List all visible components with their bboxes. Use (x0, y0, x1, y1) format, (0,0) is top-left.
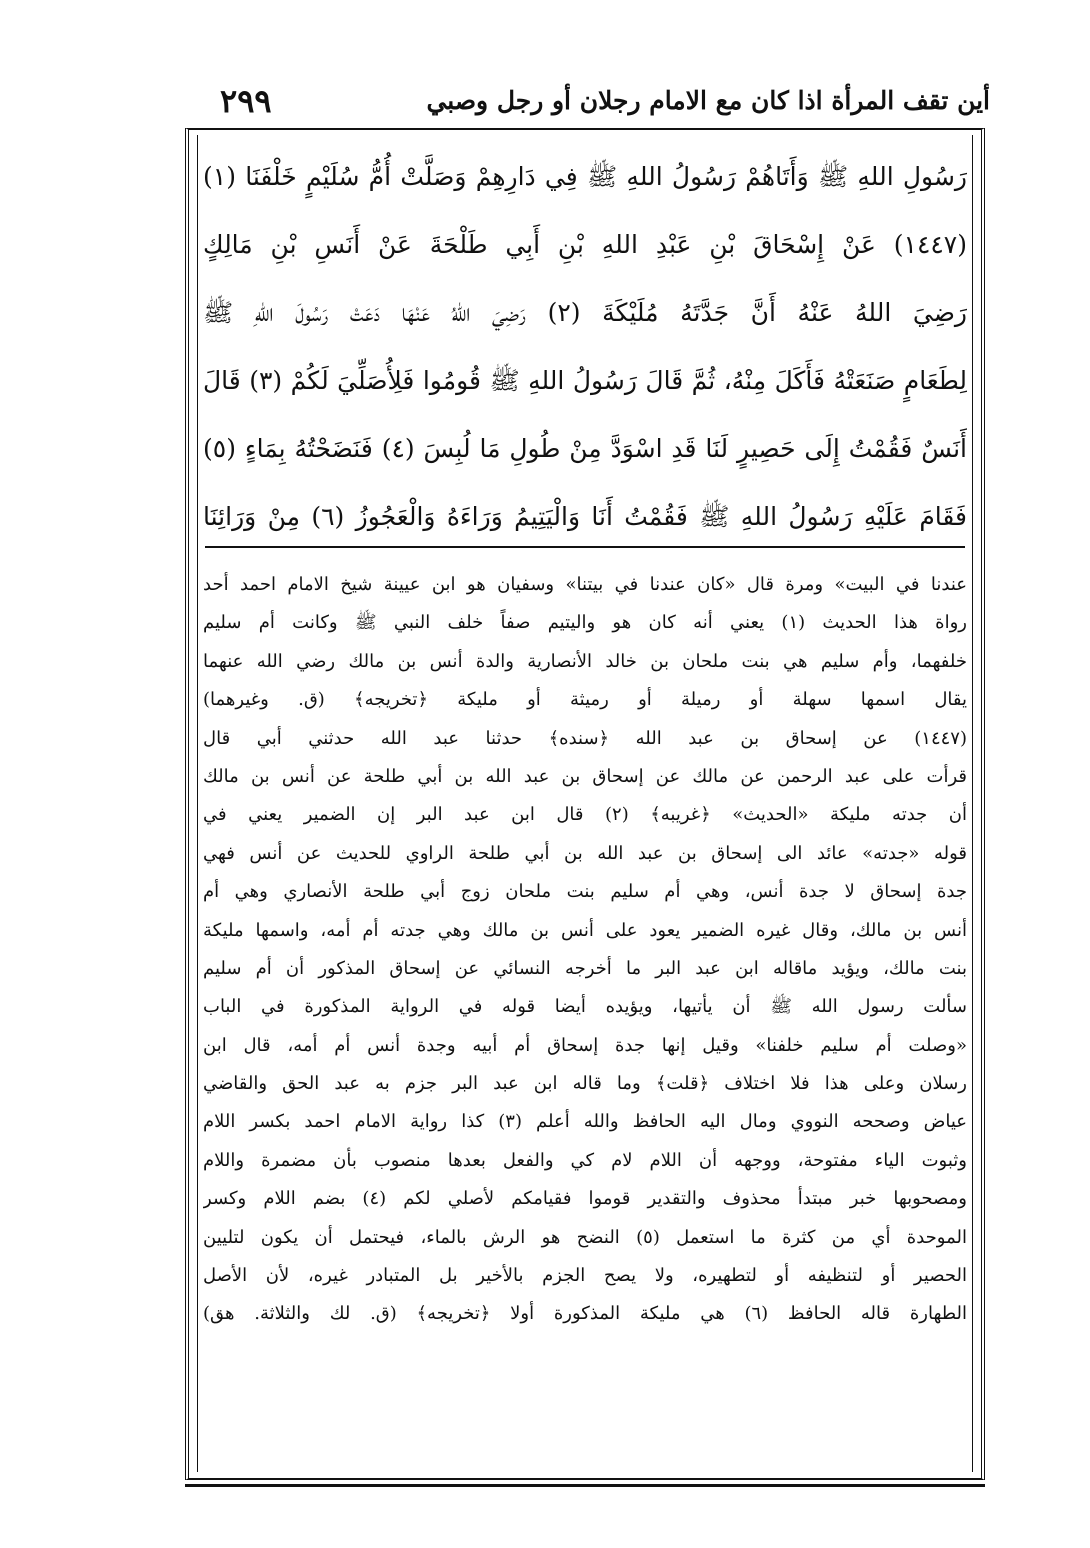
commentary-line: عياض وصححه النووي ومال اليه الحافظ والله أعلم (٣) كذا رواية الامام احمد بكسر اللام (203, 1111, 967, 1133)
commentary-line: رواة هذا الحديث (١) يعني أنه كان هو واليتيم صفاً خلف النبي ﷺ وكانت أم سليم (203, 612, 967, 634)
hadith-text (203, 143, 967, 551)
commentary-line: قوله «جدته» عائد الى إسحاق بن عبد الله بن أبي طلحة الراوي للحديث عن أنس فهي (203, 842, 967, 864)
commentary-line: وثبوت الياء مفتوحة، ووجهه أن اللام لام كي والفعل بعدها منصوب بأن مضمرة واللام (203, 1149, 967, 1171)
hadith-line: رَضِيَ اللهُ عَنْهُ أَنَّ جَدَّتَهُ مُلَيْكَةَ (٢) رَضِيَ اللهُ عَنْهَا دَعَتْ رَسُولَ اللهِ ﷺ (203, 298, 967, 327)
commentary-line: جدة إسحاق لا جدة أنس، وهي أم سليم بنت ملحان زوج أبي طلحة الأنصاري وهي أم (203, 881, 967, 903)
hadith-line: أَنَسٌ فَقُمْتُ إِلَى حَصِيرٍ لَنَا قَدِ اسْوَدَّ مِنْ طُولِ مَا لُبِسَ (٤) فَنَضَحْتُهُ بِمَاءٍ (٥) (203, 434, 967, 463)
hadith-line: رَسُولِ اللهِ ﷺ وَأَتَاهُمْ رَسُولُ اللهِ ﷺ فِي دَارِهِمْ وَصَلَّتْ أُمُّ سُلَيْمٍ خَلْفَنَا (١) (203, 162, 967, 191)
running-title: أين تقف المرأة اذا كان مع الامام رجلان أو رجل وصبي (426, 86, 990, 115)
commentary-line: خلفهما، وأم سليم هي بنت ملحان بن خالد الأنصارية والدة أنس بن مالك رضي الله عنهما (203, 650, 967, 672)
commentary-line: يقال اسمها سهلة أو رميلة أو رميثة أو مليكة ﴿تخريجه﴾ (ق. وغيرهما) (203, 689, 967, 711)
commentary-line: ومصحوبها خبر مبتدأ محذوف والتقدير قوموا فقيامكم لأصلي لكم (٤) بضم اللام وكسر (203, 1188, 967, 1210)
commentary-line: سألت رسول الله ﷺ أن يأتيها، ويؤيده أيضا قوله في الرواية المذكورة في الباب (203, 996, 967, 1018)
commentary-line: أن جدته مليكة «الحديث» ﴿غريبه﴾ (٢) قال ابن عبد البر إن الضمير يعني في (203, 804, 967, 826)
text-separator (205, 546, 965, 548)
commentary-line: أنس بن مالك، وقال غيره الضمير يعود على أنس بن مالك وهي جدته أم أمه، واسمها مليكة (203, 919, 967, 941)
page-number: ٢٩٩ (220, 82, 272, 120)
commentary-line: «وصلت أم سليم خلفنا» وقيل إنها جدة إسحاق أم أبيه وجدة أنس أم أمه، قال ابن (203, 1034, 967, 1056)
commentary-line: عندنا في البيت» ومرة قال «كان عندنا في بيتنا» وسفيان هو ابن عيينة شيخ الامام احمد أحد (203, 574, 967, 595)
commentary-line: الحصير أو لتنظيفه أو لتطهيره، ولا يصح الجزم بالأخير بل المتبادر غيره، لأن الأصل (203, 1265, 967, 1287)
hadith-line: لِطَعَامٍ صَنَعَتْهُ فَأَكَلَ مِنْهُ، ثُمَّ قَالَ رَسُولُ اللهِ ﷺ قُومُوا فَلِأُصَلِّيَ لَكُمْ (٣) قَالَ (203, 366, 967, 395)
hadith-line: فَقَامَ عَلَيْهِ رَسُولُ اللهِ ﷺ فَقُمْتُ أَنَا وَالْيَتِيمُ وَرَاءَهُ وَالْعَجُوزُ (٦) مِنْ وَرَائِنَا (203, 502, 967, 531)
commentary-line: (١٤٤٧) عن إسحاق بن عبد الله ﴿سنده﴾ حدثنا عبد الله حدثني أبي قال (203, 727, 967, 749)
commentary-line: الموحدة أي من كثرة ما استعمل (٥) النضح هو الرش بالماء، فيحتمل أن يكون لتليين (203, 1226, 967, 1248)
commentary-line: بنت مالك، ويؤيد ماقاله ابن عبد البر ما أخرجه النسائي عن إسحاق المذكور أن أم سليم (203, 957, 967, 979)
hadith-line: (١٤٤٧) عَنْ إِسْحَاقَ بْنِ عَبْدِ اللهِ بْنِ أَبِي طَلْحَةَ عَنْ أَنَسِ بْنِ مَالِكٍ (203, 230, 967, 259)
bottom-rule (185, 1484, 985, 1487)
commentary-text (203, 566, 967, 1334)
page-header (185, 82, 990, 128)
commentary-line: قرأت على عبد الرحمن عن مالك عن إسحاق بن عبد الله بن أبي طلحة عن أنس بن مالك (203, 765, 967, 787)
commentary-line: الطهارة قاله الحافظ (٦) هي مليكة المذكورة أولا ﴿تخريجه﴾ (ق. لك والثلاثة. هق) (203, 1303, 967, 1325)
commentary-line: رسلان وعلى هذا فلا اختلاف ﴿قلت﴾ وما قاله ابن عبد البر جزم به عبد الحق والقاضي (203, 1073, 967, 1095)
